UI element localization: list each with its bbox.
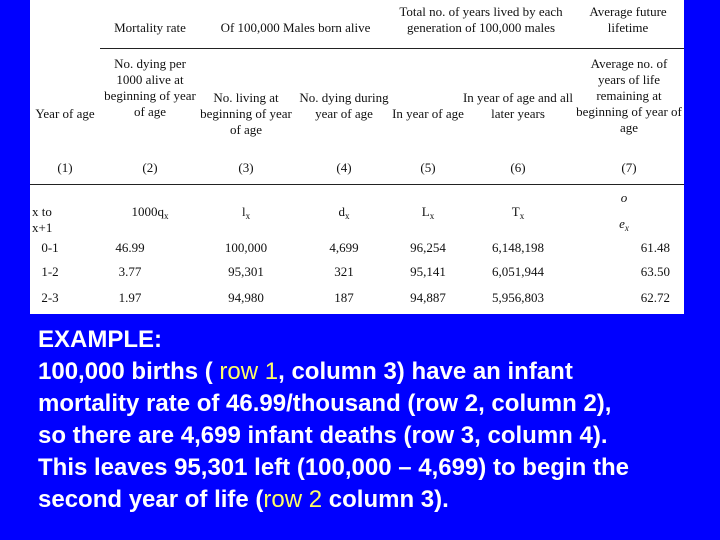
caption-line-2: mortality rate of 46.99/thousand (row 2, column 2), xyxy=(38,390,612,417)
colhead-in-year: In year of age xyxy=(392,106,464,121)
symbol-x-to-x1: x to x+1 xyxy=(32,204,53,235)
caption-line-5-a: second year of life ( xyxy=(38,486,264,513)
numbers-rule xyxy=(30,184,684,185)
row1-Lx: 96,254 xyxy=(410,240,446,255)
example-caption xyxy=(38,324,720,516)
symbol-lx-main: l xyxy=(241,204,246,219)
colnum-7: (7) xyxy=(621,160,637,175)
row1-ex: 61.48 xyxy=(640,240,670,255)
caption-line-5 xyxy=(38,484,720,516)
row3-living: 94,980 xyxy=(228,290,264,305)
colhead-dying-per-1000: No. dying per 1000 alive at beginning of year of age xyxy=(104,56,196,119)
symbol-Lx-main: L xyxy=(421,204,430,219)
colhead-living: No. living at beginning of year of age xyxy=(200,90,292,137)
row1-Tx: 6,148,198 xyxy=(492,240,544,255)
caption-line-1-b: , column 3) have an infant xyxy=(278,358,573,385)
colhead-later-years: In year of age and all later years xyxy=(462,90,574,121)
symbol-Lx-sub: x xyxy=(429,211,435,221)
symbol-lx xyxy=(200,204,292,221)
row2-Tx: 6,051,944 xyxy=(492,264,544,279)
header-of-males: Of 100,000 Males born alive xyxy=(220,20,371,35)
colhead-dying: No. dying during year of age xyxy=(299,90,389,121)
row3-dying: 187 xyxy=(334,290,354,305)
symbol-Tx-main: T xyxy=(511,204,520,219)
header-mortality-rate: Mortality rate xyxy=(114,20,186,35)
row1-dying: 4,699 xyxy=(329,240,359,255)
row3-ex: 62.72 xyxy=(640,290,670,305)
row2-dying: 321 xyxy=(334,264,354,279)
caption-highlight-row-1: row 1 xyxy=(219,358,279,385)
symbol-Lx xyxy=(390,204,466,221)
row2-rate: 3.77 xyxy=(118,264,142,279)
caption-line-1-a: 100,000 births ( xyxy=(38,358,220,385)
symbol-1000qx xyxy=(100,204,200,221)
row2-living: 95,301 xyxy=(228,264,264,279)
row1-rate: 46.99 xyxy=(115,240,145,255)
colnum-5: (5) xyxy=(420,160,436,175)
symbol-dx-main: d xyxy=(338,204,345,219)
caption-line-4: This leaves 95,301 left (100,000 – 4,699) to begin the xyxy=(38,454,629,481)
header-future-lifetime: Average future lifetime xyxy=(589,4,667,35)
symbol-Tx xyxy=(462,204,574,221)
row3-age: 2-3 xyxy=(41,290,59,305)
colnum-4: (4) xyxy=(336,160,352,175)
life-table xyxy=(30,0,684,314)
symbol-lx-sub: x xyxy=(245,211,251,221)
row1-living: 100,000 xyxy=(224,240,268,255)
colnum-3: (3) xyxy=(238,160,254,175)
symbol-ex xyxy=(604,216,644,233)
row1-age: 0-1 xyxy=(41,240,59,255)
caption-line-3: so there are 4,699 infant deaths (row 3, column 4). xyxy=(38,422,608,449)
symbol-dx xyxy=(296,204,392,221)
symbol-ex-top: o xyxy=(620,190,628,205)
colhead-avg-years: Average no. of years of life remaining at beginning of year of age xyxy=(576,56,682,135)
colhead-year-of-age: Year of age xyxy=(35,106,95,121)
symbol-1000qx-sub: x xyxy=(164,211,169,221)
row2-Lx: 95,141 xyxy=(410,264,446,279)
symbol-Tx-sub: x xyxy=(519,211,525,221)
row3-Tx: 5,956,803 xyxy=(492,290,544,305)
caption-line-1 xyxy=(38,356,720,388)
colnum-6: (6) xyxy=(510,160,526,175)
header-rule xyxy=(100,48,684,49)
row3-Lx: 94,887 xyxy=(410,290,446,305)
caption-highlight-row-2: row 2 xyxy=(263,486,323,513)
symbol-ex-sub: x xyxy=(624,223,629,233)
symbol-dx-sub: x xyxy=(345,211,350,221)
header-total-years: Total no. of years lived by each generation of 100,000 males xyxy=(399,4,563,35)
colnum-2: (2) xyxy=(142,160,158,175)
symbol-ex-main: e xyxy=(619,216,625,231)
symbol-1000qx-main: 1000q xyxy=(131,204,164,219)
colnum-1: (1) xyxy=(57,160,73,175)
caption-line-5-b: column 3). xyxy=(322,486,449,513)
row2-ex: 63.50 xyxy=(640,264,670,279)
caption-heading: EXAMPLE: xyxy=(38,326,163,353)
row2-age: 1-2 xyxy=(41,264,59,279)
row3-rate: 1.97 xyxy=(118,290,142,305)
